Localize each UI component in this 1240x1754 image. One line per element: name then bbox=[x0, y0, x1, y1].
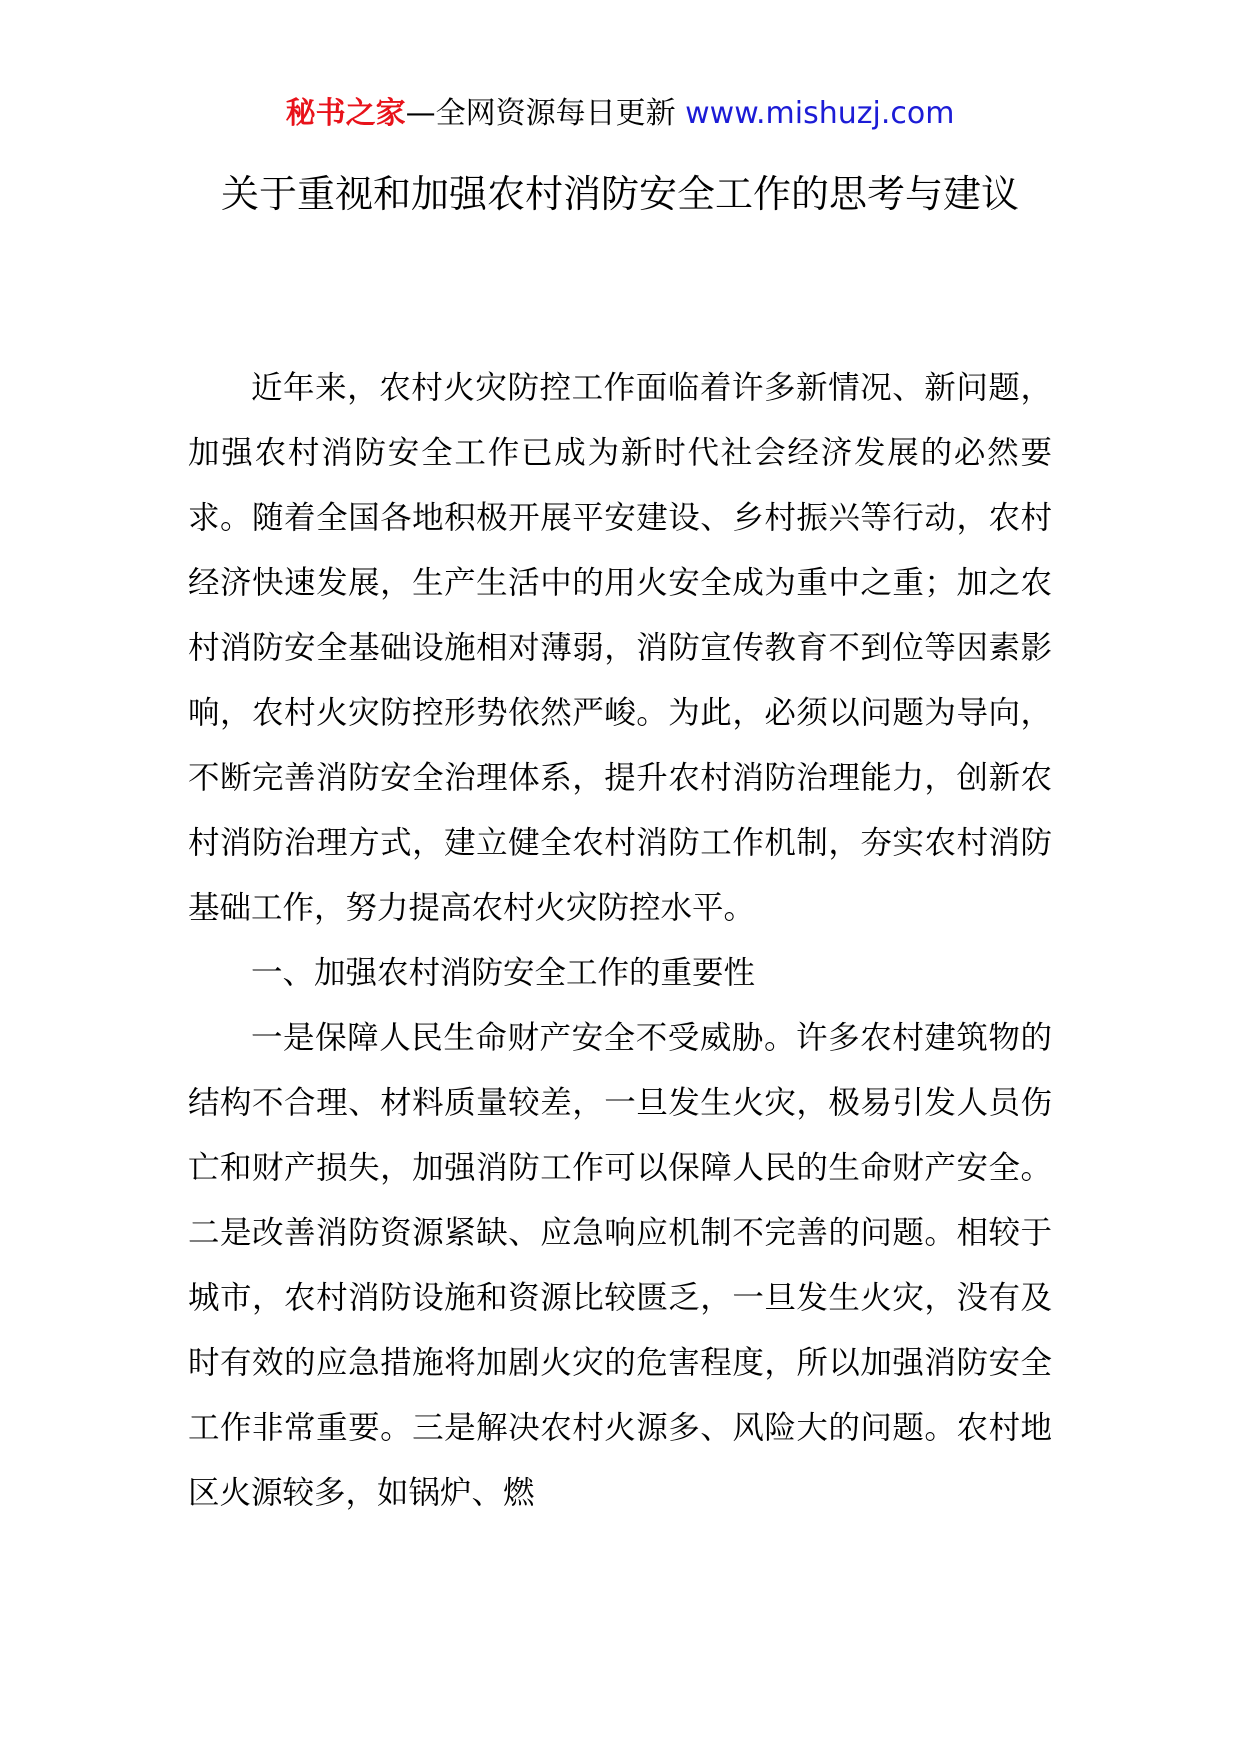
site-header bbox=[0, 94, 1240, 134]
brand-name: 秘书之家 bbox=[285, 96, 406, 131]
intro-paragraph: 近年来，农村火灾防控工作面临着许多新情况、新问题，加强农村消防安全工作已成为新时代社会经济发展的必然要求。随着全国各地积极开展平安建设、乡村振兴等行动，农村经济快速发展，生产生活中的用火安全成为重中之重；加之农村消防安全基础设施相对薄弱，消防宣传教育不到位等因素影响，农村火灾防控形势依然严峻。为此，必须以问题为导向，不断完善消防安全治理体系，提升农村消防治理能力，创新农村消防治理方式，建立健全农村消防工作机制，夯实农村消防基础工作，努力提高农村火灾防控水平。 bbox=[188, 370, 1052, 926]
document-title: 关于重视和加强农村消防安全工作的思考与建议 bbox=[220, 172, 1019, 216]
body-paragraph: 一是保障人民生命财产安全不受威胁。许多农村建筑物的结构不合理、材料质量较差，一旦发生火灾，极易引发人员伤亡和财产损失，加强消防工作可以保障人民的生命财产安全。二是改善消防资源紧缺、应急响应机制不完善的问题。相较于城市，农村消防设施和资源比较匮乏，一旦发生火灾，没有及时有效的应急措施将加剧火灾的危害程度，所以加强消防安全工作非常重要。三是解决农村火源多、风险大的问题。农村地区火源较多，如锅炉、燃 bbox=[188, 1020, 1052, 1511]
header-tagline: —全网资源每日更新 bbox=[405, 96, 676, 131]
site-url-link[interactable]: www.mishuzj.com bbox=[685, 96, 955, 131]
section-heading: 一、加强农村消防安全工作的重要性 bbox=[251, 955, 756, 991]
document-body bbox=[188, 356, 1052, 1526]
